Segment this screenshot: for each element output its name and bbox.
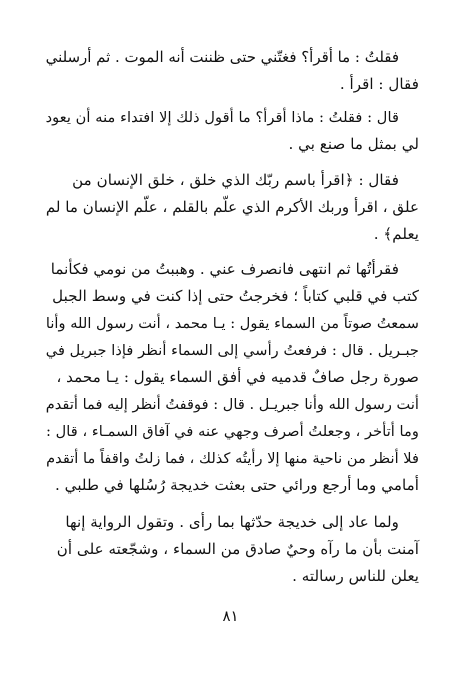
- text-line: وما أتأخر ، وجعلتُ أصرف وجهي عنه في آفاق السمـاء ، قال :: [45, 423, 419, 440]
- text-line: ولما عاد إلى خديجة حدّثها بما رأى . وتقول الرواية إنها: [65, 513, 399, 531]
- paragraph-4: [44, 256, 419, 499]
- paragraph-2: [44, 104, 419, 158]
- text-line: فلا أنظر من ناحية منها إلا رأيتُه كذلك ، فما زلتُ واقفاً ما أتقدم: [46, 450, 419, 467]
- text-line: فقلتُ : ما أقرأ؟ فغتّني حتى ظننت أنه الموت . ثم أرسلني: [45, 48, 399, 66]
- text-line: جبـريل . قال : فرفعتُ رأسي إلى السماء أنظر فإذا جبريل في: [45, 342, 419, 359]
- text-line: كتب في قلبي كتاباً ؛ فخرجتُ حتى إذا كنت في وسط الجبل: [52, 287, 419, 305]
- text-line: قال : فقلتُ : ماذا أقرأ؟ ما أقول ذلك إلا افتداء منه أن يعود: [45, 109, 399, 126]
- text-line: صورة رجل صافٌ قدميه في أفق السماء يقول : يـا محمد ،: [56, 368, 419, 386]
- paragraph-1: [44, 44, 419, 98]
- text-line: يعلم﴾ .: [373, 225, 419, 243]
- paragraph-5: [44, 509, 419, 590]
- text-line: يعلن للناس رسالته .: [292, 567, 419, 585]
- text-line: سمعتُ صوتاً من السماء يقول : يـا محمد ، أنت رسول الله وأنا: [45, 315, 419, 332]
- paragraph-3: [44, 167, 419, 248]
- text-line: فقال : ﴿اقرأ باسم ربّك الذي خلق ، خلق الإنسان من: [72, 171, 399, 189]
- page-number: ٨١: [222, 607, 239, 625]
- text-line: أنت رسول الله وأنا جبريـل . قال : فوقفتُ أنظر إليه فما أتقدم: [45, 396, 419, 413]
- text-line: لي بمثل ما صنع بي .: [288, 135, 419, 153]
- text-line: آمنت بأن ما رآه وحيٌ صادق من السماء ، وشجّعته على أن: [56, 540, 419, 558]
- text-line: فقال : اقرأ .: [339, 75, 419, 93]
- text-line: علق ، اقرأ وربك الأكرم الذي علّم بالقلم ، علّم الإنسان ما لم: [45, 198, 419, 216]
- text-line: فقرأتُها ثم انتهى فانصرف عني . وهببتُ من نومي فكأنما: [50, 260, 399, 278]
- text-line: أمامي وما أرجع ورائي حتى بعثت خديجة رُسُلها في طلبي .: [55, 476, 419, 494]
